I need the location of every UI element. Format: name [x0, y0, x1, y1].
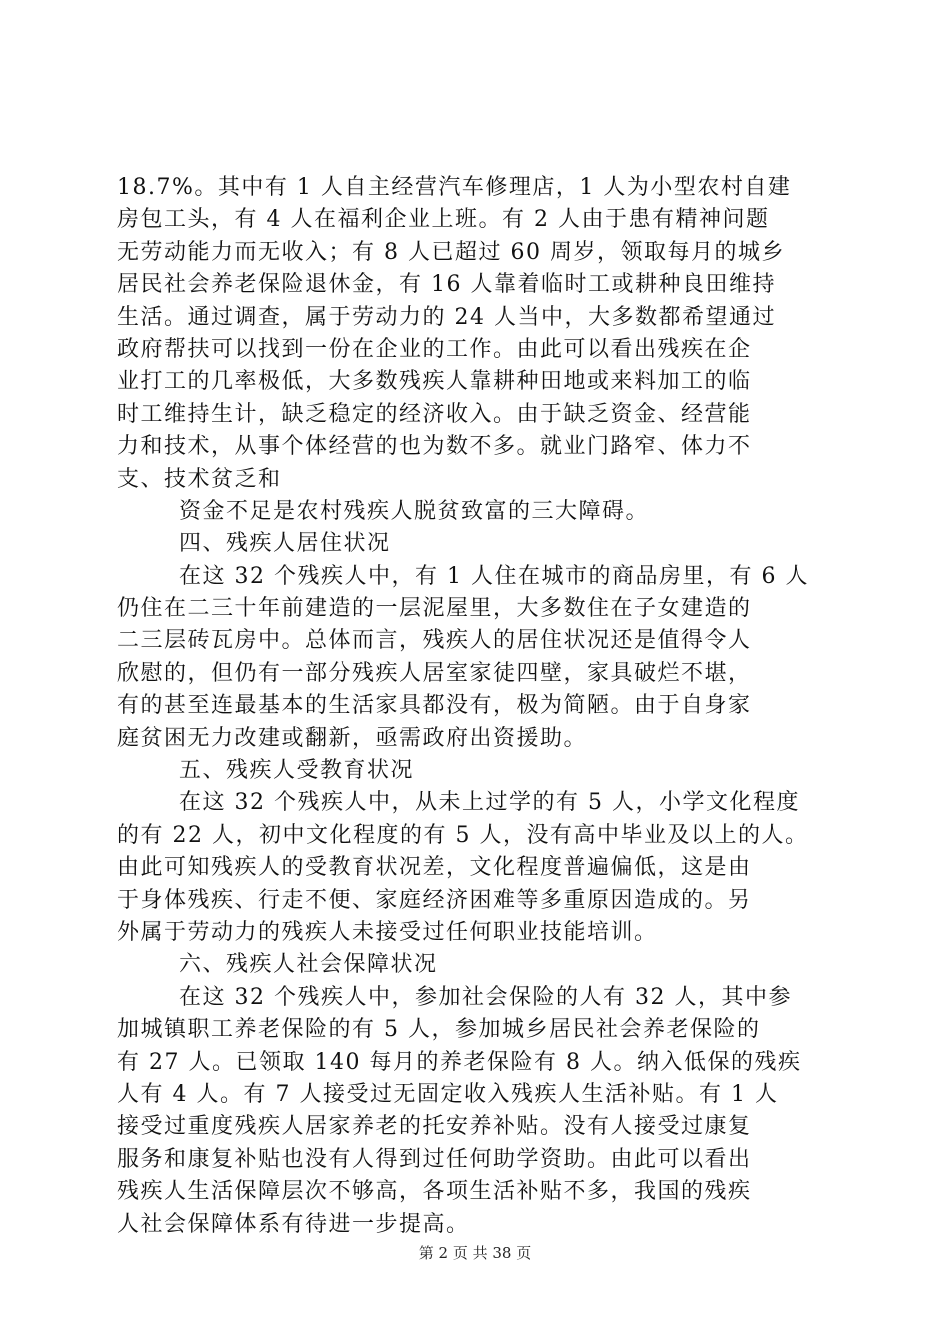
text-line: 18.7%。其中有 1 人自主经营汽车修理店，1 人为小型农村自建: [117, 175, 792, 200]
text-line: 有的甚至连最基本的生活家具都没有，极为简陋。由于自身家: [117, 693, 752, 719]
text-line: 接受过重度残疾人居家养老的托安养补贴。没有人接受过康复: [117, 1114, 752, 1140]
text-line: 居民社会养老保险退休金，有 16 人靠着临时工或耕种良田维持: [117, 272, 776, 298]
text-line: 支、技术贫乏和: [117, 466, 282, 492]
section-heading: 四、残疾人居住状况: [179, 531, 391, 557]
text-line: 的有 22 人，初中文化程度的有 5 人，没有高中毕业及以上的人。: [117, 822, 809, 848]
text-line: 政府帮扶可以找到一份在企业的工作。由此可以看出残疾在企: [117, 336, 752, 362]
text-line: 加城镇职工养老保险的有 5 人，参加城乡居民社会养老保险的: [117, 1017, 761, 1043]
text-line: 在这 32 个残疾人中，有 1 人住在城市的商品房里，有 6 人: [179, 563, 809, 589]
text-line: 于身体残疾、行走不便、家庭经济困难等多重原因造成的。另: [117, 887, 752, 913]
document-body: [117, 172, 837, 1241]
text-line: 资金不足是农村残疾人脱贫致富的三大障碍。: [179, 498, 650, 524]
text-line: 庭贫困无力改建或翻新，亟需政府出资援助。: [117, 725, 588, 751]
text-line: 外属于劳动力的残疾人未接受过任何职业技能培训。: [117, 919, 658, 945]
text-line: 在这 32 个残疾人中，从未上过学的有 5 人，小学文化程度: [179, 790, 800, 816]
text-line: 无劳动能力而无收入；有 8 人已超过 60 周岁，领取每月的城乡: [117, 239, 785, 265]
text-line: 残疾人生活保障层次不够高，各项生活补贴不多，我国的残疾: [117, 1179, 752, 1205]
text-line: 生活。通过调查，属于劳动力的 24 人当中，大多数都希望通过: [117, 304, 776, 330]
section-heading: 五、残疾人受教育状况: [179, 758, 415, 784]
text-line: 业打工的几率极低，大多数残疾人靠耕种田地或来料加工的临: [117, 369, 752, 395]
text-line: 时工维持生计，缺乏稳定的经济收入。由于缺乏资金、经营能: [117, 401, 752, 427]
text-line: 人有 4 人。有 7 人接受过无固定收入残疾人生活补贴。有 1 人: [117, 1081, 779, 1107]
text-line: 仍住在二三十年前建造的一层泥屋里，大多数住在子女建造的: [117, 596, 752, 622]
text-line: 房包工头，有 4 人在福利企业上班。有 2 人由于患有精神问题: [117, 207, 770, 233]
text-line: 服务和康复补贴也没有人得到过任何助学资助。由此可以看出: [117, 1146, 752, 1172]
text-line: 人社会保障体系有待进一步提高。: [117, 1211, 470, 1237]
text-line: 有 27 人。已领取 140 每月的养老保险有 8 人。纳入低保的残疾: [117, 1049, 802, 1075]
text-line: 力和技术，从事个体经营的也为数不多。就业门路窄、体力不: [117, 434, 752, 460]
text-line: 在这 32 个残疾人中，参加社会保险的人有 32 人，其中参: [179, 984, 792, 1010]
text-line: 二三层砖瓦房中。总体而言，残疾人的居住状况还是值得令人: [117, 628, 752, 654]
section-heading: 六、残疾人社会保障状况: [179, 952, 438, 978]
page-footer: 第 2 页 共 38 页: [418, 1244, 532, 1262]
text-line: 由此可知残疾人的受教育状况差，文化程度普遍偏低，这是由: [117, 855, 752, 881]
text-line: 欣慰的，但仍有一部分残疾人居室家徒四壁，家具破烂不堪，: [117, 660, 752, 686]
